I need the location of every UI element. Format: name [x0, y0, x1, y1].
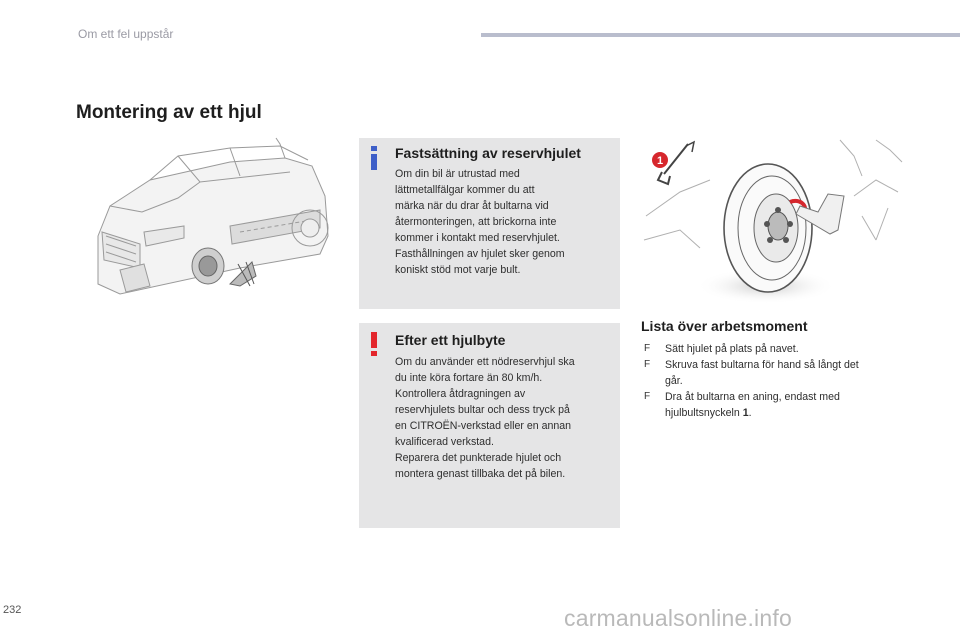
operations-list	[643, 341, 903, 421]
section-title: Om ett fel uppstår	[78, 27, 174, 41]
page-title: Montering av ett hjul	[76, 102, 262, 123]
wheel-mounting-illustration	[640, 136, 904, 308]
after-wheel-change-box	[359, 323, 620, 528]
after-wheel-change-text	[395, 354, 613, 482]
page-number: 232	[3, 604, 22, 616]
text-line: Om din bil är utrustad med	[395, 168, 520, 180]
spare-wheel-info-box	[359, 138, 620, 309]
checkbox-bullet-icon: F	[644, 391, 651, 402]
text-line: kommer i kontakt med reservhjulet.	[395, 232, 560, 244]
text-line: återmonteringen, att brickorna inte	[395, 216, 557, 228]
text-line: montera genast tillbaka det på bilen.	[395, 468, 566, 480]
text-line: märka när du drar åt bultarna vid	[395, 200, 549, 212]
info-icon	[368, 146, 380, 170]
text-line: kvalificerad verkstad.	[395, 436, 494, 448]
checkbox-bullet-icon: F	[644, 359, 651, 370]
text-line: lättmetallfälgar kommer du att	[395, 184, 535, 196]
text-line: du inte köra fortare än 80 km/h.	[395, 372, 543, 384]
text-line: en CITROËN-verkstad eller en annan	[395, 420, 572, 432]
list-item: F Sätt hjulet på plats på navet.	[644, 343, 799, 355]
car-illustration	[80, 136, 348, 316]
tool-reference-number: 1	[742, 407, 749, 419]
after-wheel-change-title: Efter ett hjulbyte	[395, 332, 506, 348]
warning-icon	[368, 332, 380, 356]
list-item: F Skruva fast bultarna för hand så långt det går.	[644, 359, 859, 387]
checkbox-bullet-icon: F	[644, 343, 651, 354]
operations-title: Lista över arbetsmoment	[641, 318, 808, 334]
text-line: koniskt stöd mot varje bult.	[395, 264, 521, 276]
watermark: carmanualsonline.info	[564, 605, 792, 631]
header-bar	[481, 33, 960, 37]
text-line: Fasthållningen av hjulet sker genom	[395, 248, 565, 260]
spare-wheel-title: Fastsättning av reservhjulet	[395, 145, 581, 161]
text-line: Kontrollera åtdragningen av	[395, 388, 526, 400]
text-line: Om du använder ett nödreservhjul ska	[395, 356, 575, 368]
list-item: F Dra åt bultarna en aning, endast med hjulbultsnyckeln 1.	[644, 391, 840, 419]
text-line: reservhjulets bultar och dess tryck på	[395, 404, 570, 416]
text-line: Reparera det punkterade hjulet och	[395, 452, 562, 464]
callout-1-label: 1	[656, 155, 664, 167]
spare-wheel-text	[395, 166, 613, 278]
